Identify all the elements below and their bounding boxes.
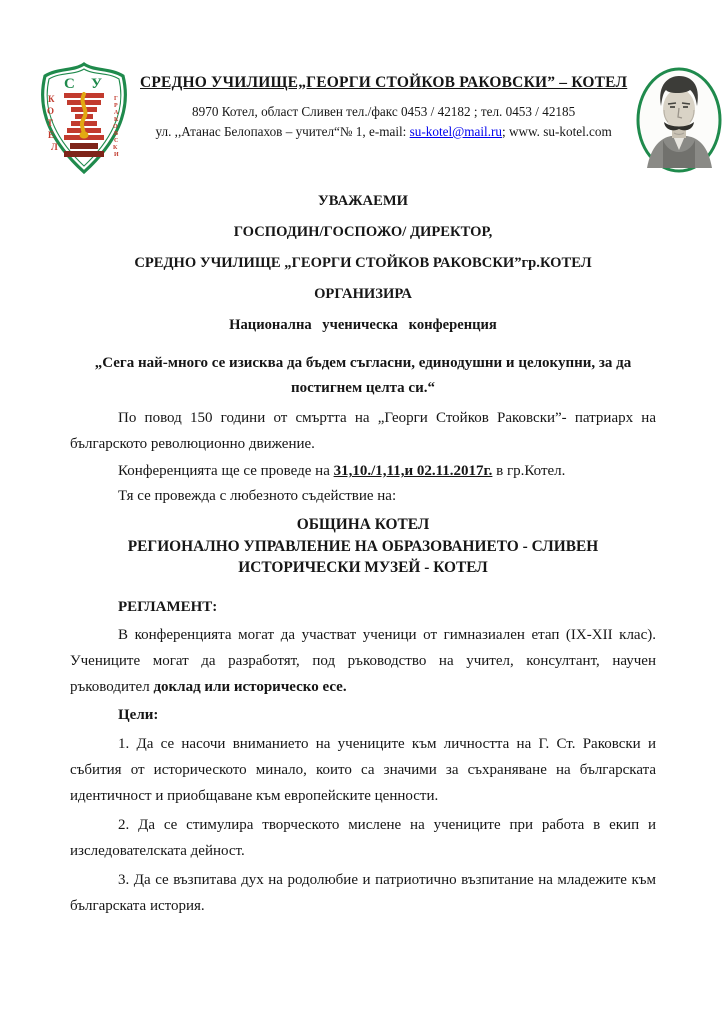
svg-text:Т: Т — [47, 118, 54, 128]
svg-text:В: В — [114, 131, 119, 137]
salutation-line-1: УВАЖАЕМИ — [318, 193, 408, 209]
svg-text:К: К — [114, 117, 119, 123]
conference-dates: 31,10./1,11,и 02.11.2017г. — [333, 463, 493, 479]
address-line-2-prefix: ул. ,,Атанас Белопахов – учител“№ 1, e-mail: — [155, 124, 410, 139]
school-name: СРЕДНО УЧИЛИЩЕ„ГЕОРГИ СТОЙКОВ РАКОВСКИ” – КОТЕЛ — [140, 74, 628, 91]
goal-item-3: 3. Да се възпитава дух на родолюбие и патриотично възпитание на младежите към българската история. — [70, 871, 656, 914]
svg-text:О: О — [113, 124, 118, 130]
svg-text:С: С — [64, 76, 75, 92]
svg-text:К: К — [113, 145, 118, 151]
svg-text:Л: Л — [51, 142, 58, 152]
svg-text:С: С — [114, 138, 119, 144]
goal-item-1: 1. Да се насочи вниманието на учениците към личността на Г. Ст. Раковски и събития от историческото минало, които са значими за съхраняване на българската идентичност и приобщаване към европейските ценности. — [70, 735, 656, 804]
date-prefix: Конференцията ще се проведе на — [118, 463, 334, 479]
salutation-line-4: ОРГАНИЗИРА — [314, 286, 412, 302]
svg-text:Е: Е — [48, 130, 55, 140]
goal-item-2: 2. Да се стимулира творческото мислене на учениците при работа в екип и изследователската дейност. — [70, 816, 656, 859]
letterhead-text — [134, 60, 633, 140]
svg-text:У: У — [91, 76, 103, 92]
regulation-text-normal: В конференцията могат да участват ученици от гимназиален етап (IX-XII клас). Учениците могат да разработят, под ръководство на учител, консултант, научен ръководител — [70, 626, 656, 695]
crest-shield-icon — [34, 60, 134, 176]
rakovski-portrait — [633, 60, 724, 176]
salutation-block — [70, 186, 656, 341]
partner-municipality: ОБЩИНА КОТЕЛ — [296, 516, 430, 533]
svg-text:А: А — [114, 110, 119, 116]
occasion-paragraph: По повод 150 години от смъртта на „Георги Стойков Раковски”- патриарх на българското революционно движение. — [70, 410, 656, 452]
conference-date-line — [70, 459, 656, 484]
partner-museum: ИСТОРИЧЕСКИ МУЗЕЙ - КОТЕЛ — [238, 559, 488, 576]
svg-text:О: О — [47, 106, 55, 116]
address-line-1: 8970 Котел, област Сливен тел./факс 0453 / 42182 ; тел. 0453 / 42185 — [192, 104, 576, 119]
svg-text:К: К — [48, 94, 55, 104]
svg-text:Р: Р — [114, 103, 118, 109]
regulation-text-bold: доклад или историческо есе. — [153, 678, 347, 695]
salutation-line-3: СРЕДНО УЧИЛИЩЕ „ГЕОРГИ СТОЙКОВ РАКОВСКИ”гр.КОТЕЛ — [134, 255, 592, 271]
svg-text:Г: Г — [114, 96, 118, 102]
address-line-2-suffix: ; www. su-kotel.com — [502, 124, 612, 139]
partner-education-authority: РЕГИОНАЛНО УПРАВЛЕНИЕ НА ОБРАЗОВАНИЕТО - СЛИВЕН — [127, 537, 599, 555]
conference-title: Национална ученическа конференция — [229, 317, 497, 333]
school-crest-icon — [34, 60, 134, 176]
goals-heading: Цели: — [118, 706, 159, 723]
partners-block — [70, 514, 656, 579]
date-suffix: в гр.Котел. — [492, 463, 566, 479]
regulation-heading: РЕГЛАМЕНТ: — [118, 598, 218, 615]
cooperation-line: Тя се провежда с любезното съдействие на: — [118, 488, 397, 504]
rakovski-portrait-icon — [633, 64, 724, 176]
svg-text:И: И — [114, 152, 119, 158]
regulation-paragraph — [70, 622, 656, 700]
document-body — [70, 186, 656, 919]
motto-quote: „Сега най-много се изисква да бъдем съгласни, единодушни и целокупни, за да постигнем целта си.“ — [94, 355, 632, 396]
letterhead — [34, 60, 690, 176]
address-line-2 — [140, 123, 627, 140]
email-link[interactable]: su-kotel@mail.ru — [409, 124, 502, 139]
salutation-line-2: ГОСПОДИН/ГОСПОЖО/ ДИРЕКТОР, — [233, 224, 493, 240]
